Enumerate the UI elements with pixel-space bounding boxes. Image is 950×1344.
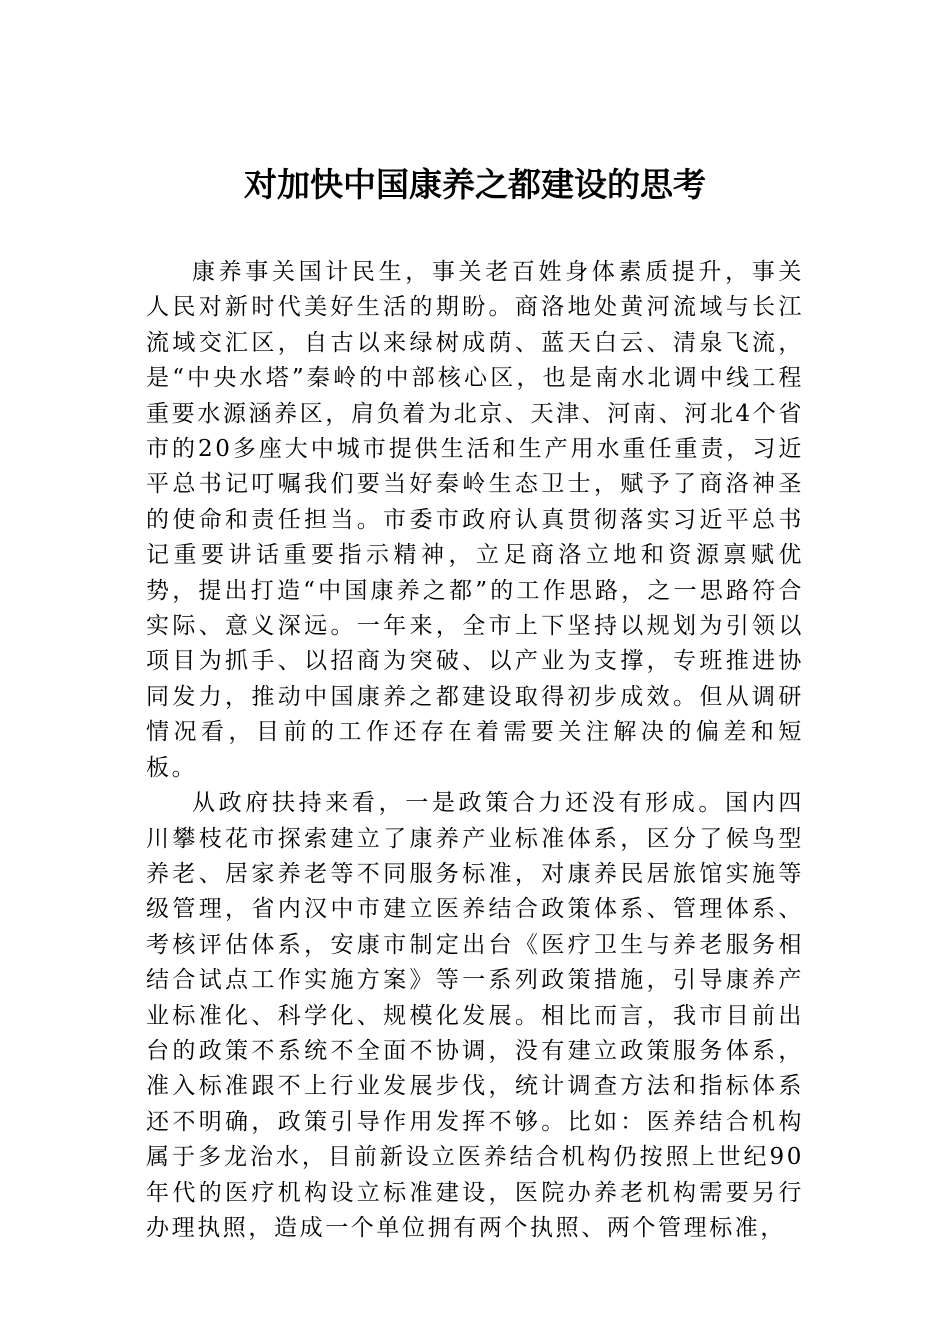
document-title: 对加快中国康养之都建设的思考 bbox=[244, 165, 706, 204]
paragraph-2: 从政府扶持来看，一是政策合力还没有形成。国内四川攀枝花市探索建立了康养产业标准体系，区分了候鸟型养老、居家养老等不同服务标准，对康养民居旅馆实施等级管理，省内汉中市建立医养结合政策体系、管理体系、考核评估体系，安康市制定出台《医疗卫生与养老服务相结合试点工作实施方案》等一系列政策措施，引导康养产业标准化、科学化、规模化发展。相比而言，我市目前出台的政策不系统不全面不协调，没有建立政策服务体系，准入标准跟不上行业发展步伐，统计调查方法和指标体系还不明确，政策引导作用发挥不够。比如：医养结合机构属于多龙治水，目前新设立医养结合机构仍按照上世纪90年代的医疗机构设立标准建设，医院办养老机构需要另行办理执照，造成一个单位拥有两个执照、两个管理标准， bbox=[146, 790, 804, 1241]
paragraph-1: 康养事关国计民生，事关老百姓身体素质提升，事关人民对新时代美好生活的期盼。商洛地处黄河流域与长江流域交汇区，自古以来绿树成荫、蓝天白云、清泉飞流，是“中央水塔”秦岭的中部核心区，也是南水北调中线工程重要水源涵养区，肩负着为北京、天津、河南、河北4个省市的20多座大中城市提供生活和生产用水重任重责，习近平总书记叮嘱我们要当好秦岭生态卫士，赋予了商洛神圣的使命和责任担当。市委市政府认真贯彻落实习近平总书记重要讲话重要指示精神，立足商洛立地和资源禀赋优势，提出打造“中国康养之都”的工作思路，之一思路符合实际、意义深远。一年来，全市上下坚持以规划为引领以项目为抓手、以招商为突破、以产业为支撑，专班推进协同发力，推动中国康养之都建设取得初步成效。但从调研情况看，目前的工作还存在着需要关注解决的偏差和短板。 bbox=[146, 259, 804, 781]
document-body bbox=[146, 255, 804, 1246]
